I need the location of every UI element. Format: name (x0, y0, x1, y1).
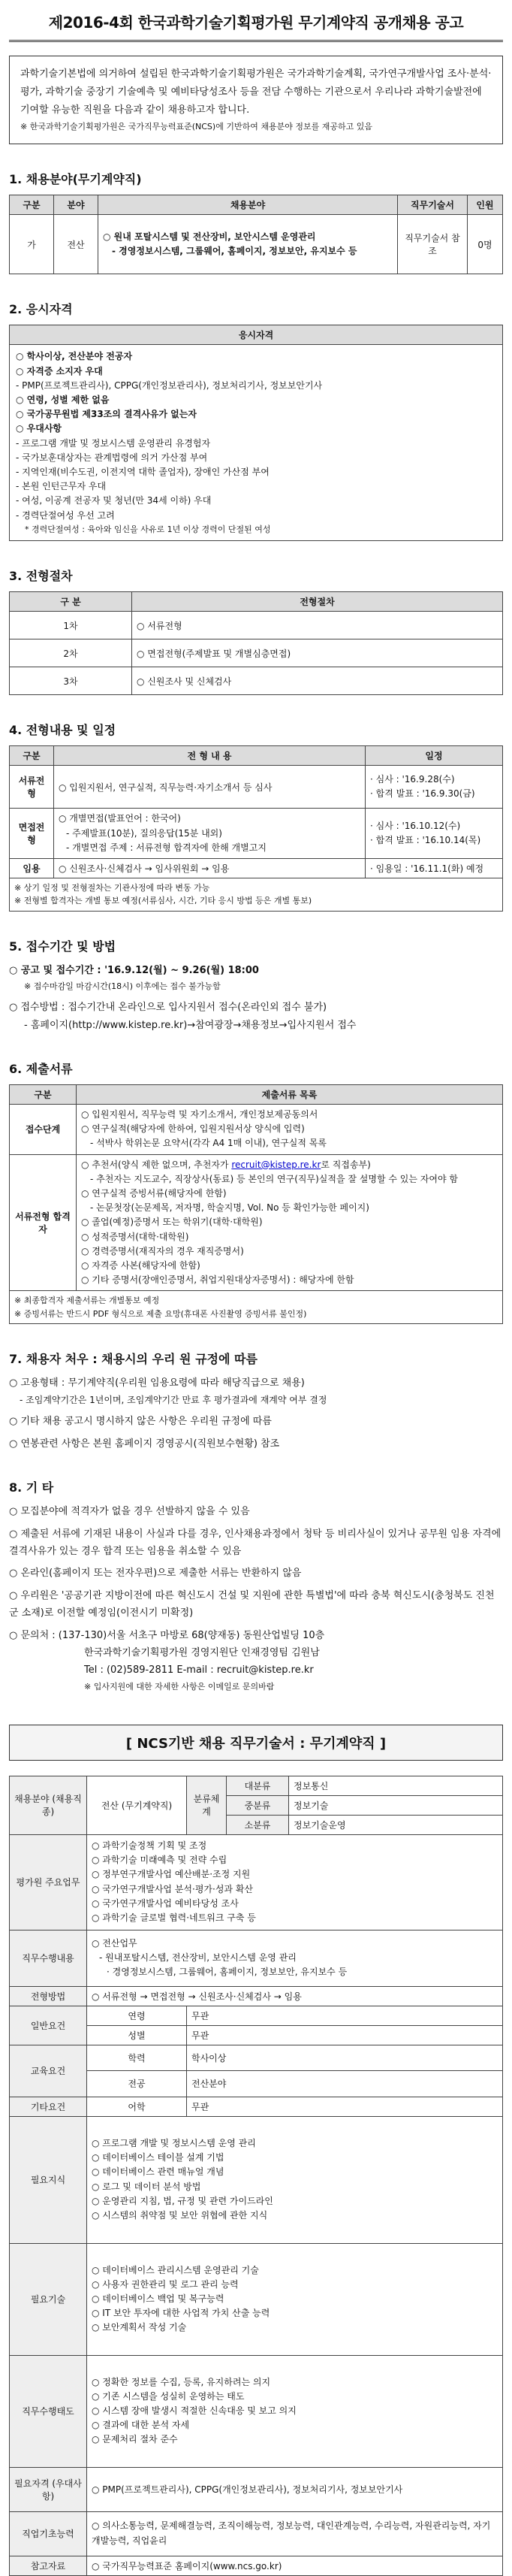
ncs-req-key: 연령 (87, 2006, 187, 2025)
ncs-line: ○ IT 보안 투자에 대한 사업적 가치 산출 능력 (92, 2308, 270, 2319)
ncs-req-key: 성별 (87, 2025, 187, 2045)
col-header: 구분 (10, 1085, 77, 1105)
qual-line: - 경력단절여성 우선 고려 (16, 509, 115, 521)
ncs-line: ○ 정부연구개발사업 예산배분·조정 지원 (92, 1869, 251, 1880)
qual-line: ○ 학사이상, 전산분야 전공자 (16, 351, 133, 362)
documents-notes (10, 1291, 503, 1324)
doc-line: ○ 연구실적 증빙서류(해당자에 한함) (81, 1187, 227, 1199)
page-title: 제2016-4회 한국과학기술기획평가원 무기계약직 공개채용 공고 (9, 0, 503, 42)
ncs-req-val: 무관 (187, 2006, 503, 2025)
ncs-line: ○ 보안계획서 작성 기술 (92, 2322, 187, 2333)
table-row (10, 2006, 503, 2025)
doc-line: ○ 성적증명서(대학·대학원) (81, 1231, 189, 1242)
doc-list (77, 1105, 503, 1155)
intro-box (9, 56, 503, 144)
ncs-line: ○ 로그 및 데이터 분석 방법 (92, 2181, 201, 2192)
info-line: ○ 고용형태 : 무기계약직(우리원 임용요령에 따라 해당직급으로 채용) (9, 1377, 305, 1389)
ncs-label: 필요자격 (우대사항) (10, 2467, 87, 2511)
section8-heading: 8. 기 타 (9, 1480, 54, 1495)
ncs-label: 필요기술 (10, 2243, 87, 2355)
doc-line: ○ 졸업(예정)증명서 또는 학위기(대학·대학원) (81, 1217, 263, 1228)
contact-note: ※ 입사지원에 대한 자세한 사항은 이메일로 문의바람 (84, 1681, 275, 1692)
table-row (10, 1930, 503, 1986)
col-header: 구분 (10, 746, 54, 766)
doc-line: - 논문첫장(논문제목, 저자명, 학술지명, Vol. No 등 확인가능한 페이지) (90, 1202, 369, 1214)
schedule-line: - 주제발표(10분), 질의응답(15분 내외) (66, 827, 222, 839)
ncs-label: 교육요건 (10, 2045, 87, 2097)
doc-stage: 접수단계 (10, 1105, 77, 1155)
doc-line: ○ 입원지원서, 직무능력 및 자기소개서, 개인정보제공동의서 (81, 1109, 318, 1120)
ncs-line: ○ 정확한 정보를 수집, 등록, 유지하려는 의지 (92, 2376, 271, 2387)
qualification-cell (10, 345, 503, 541)
col-header: 응시자격 (10, 325, 503, 345)
section1-heading: 1. 채용분야(무기계약직) (9, 172, 142, 187)
schedule-label: 임용 (10, 858, 54, 878)
schedule-label: 서류전형 (10, 766, 54, 809)
ncs-line: ○ 국가연구개발사업 예비타당성 조사 (92, 1897, 239, 1909)
etc-info (9, 1503, 503, 1694)
ncs-req-key: 학력 (87, 2045, 187, 2071)
col-header: 분야 (54, 195, 98, 215)
table-row (10, 639, 503, 667)
recruit-email-link[interactable]: recruit@kistep.re.kr (231, 1159, 321, 1170)
ncs-req-val: 무관 (187, 2097, 503, 2116)
ncs-line: ○ 데이터베이스 테이블 설계 기법 (92, 2152, 224, 2163)
table-row (10, 2116, 503, 2243)
schedule-date (366, 766, 503, 809)
note-line: ※ 전형별 합격자는 개별 통보 예정(서류심사, 시간, 기타 응시 방법 등은 개별 통보) (14, 896, 312, 906)
ncs-line: ○ 시스템의 취약점 및 보안 위협에 관한 지식 (92, 2209, 268, 2221)
qual-line: - 본원 인턴근무자 우대 (16, 481, 107, 492)
ncs-cert: ○ PMP(프로젝트관리사), CPPG(개인정보관리사), 정보처리기사, 정보보안기사 (87, 2467, 503, 2511)
ncs-line: ○ 시스템 장애 발생시 적절한 신속대응 및 보고 의지 (92, 2405, 297, 2416)
ncs-label: 일반요건 (10, 2006, 87, 2045)
note-line: ※ 최종합격자 제출서류는 개별통보 예정 (14, 1296, 160, 1306)
duty-line: - 경영정보시스템, 그룹웨어, 홈페이지, 정보보안, 유지보수 등 (112, 246, 357, 257)
qual-line: - 지역인재(비수도권, 이전지역 대학 졸업자), 장애인 가산점 부여 (16, 466, 270, 477)
ncs-line: - 원내포탈시스템, 전산장비, 보안시스템 운영 관리 (99, 1952, 297, 1963)
ncs-line: ○ 과학기술 글로벌 협력·네트워크 구축 등 (92, 1912, 256, 1923)
table-row (10, 1986, 503, 2006)
process-desc: ○ 신원조사 및 신체검사 (132, 667, 503, 695)
doc-list (77, 1154, 503, 1291)
doc-line: - 석박사 학위논문 요약서(각각 A4 1매 이내), 연구실적 목록 (90, 1138, 327, 1149)
col-header: 직무기술서 (398, 195, 468, 215)
info-line: ○ 우리원은 '공공기관 지방이전에 따른 혁신도시 건설 및 지원에 관한 특별법'에 따라 충북 혁신도시(충청북도 진천군 소재)로 이전할 예정임(이전시기 미확정) (9, 1589, 495, 1619)
info-note: ※ 접수마감일 마감시간(18시) 이후에는 접수 불가능함 (24, 981, 221, 992)
info-line: ○ 기타 채용 공고시 명시하지 않은 사항은 우리원 규정에 따름 (9, 1416, 272, 1428)
ncs-line: ○ 국가연구개발사업 분석·평가·성과 확산 (92, 1883, 254, 1894)
col-header: 구분 (10, 195, 54, 215)
ncs-attitude (87, 2355, 503, 2467)
cell-jobdesc: 직무기술서 참조 (398, 215, 468, 274)
schedule-date: · 임용일 : '16.11.1(화) 예정 (366, 858, 503, 878)
ncs-label: 직무수행내용 (10, 1930, 87, 1986)
note-line: ※ 상기 일정 및 전형절차는 기관사정에 따라 변동 가능 (14, 882, 210, 893)
info-line: ○ 모집분야에 적격자가 없을 경우 선발하지 않을 수 있음 (9, 1506, 250, 1518)
ncs-line: ○ 과학기술정책 기획 및 조정 (92, 1840, 207, 1851)
ncs-label: 기타요건 (10, 2097, 87, 2116)
table-row (10, 1154, 503, 1291)
schedule-table (9, 745, 503, 912)
table-row (10, 2045, 503, 2071)
section7-heading: 7. 채용자 처우 : 채용시의 우리 원 규정에 따름 (9, 1352, 258, 1367)
section3-heading: 3. 전형절차 (9, 569, 73, 584)
doc-line: ○ 경력증명서(재직자의 경우 재직증명서) (81, 1245, 244, 1256)
ncs-label: 직무수행태도 (10, 2355, 87, 2467)
col-header: 전형절차 (132, 592, 503, 612)
col-header: 인원 (468, 195, 503, 215)
col-header: 전 형 내 용 (54, 746, 366, 766)
recruit-field-table (9, 195, 503, 274)
schedule-content: ○ 입원지원서, 연구실적, 직무능력·자기소개서 등 심사 (54, 766, 366, 809)
ncs-class-key: 대분류 (227, 1776, 289, 1795)
info-line: ○ 연봉관련 사항은 본원 홈페이지 경영공시(직원보수현황) 참조 (9, 1438, 280, 1450)
col-header: 일정 (366, 746, 503, 766)
table-row (10, 2355, 503, 2467)
ncs-label: 직업기초능력 (10, 2511, 87, 2556)
table-row (10, 2467, 503, 2511)
ncs-basic: ○ 의사소통능력, 문제해결능력, 조직이해능력, 정보능력, 대인관계능력, 수리능력, 자원관리능력, 자기개발능력, 직업윤리 (87, 2511, 503, 2556)
process-step: 2차 (10, 639, 132, 667)
doc-line: - 추천자는 지도교수, 직장상사(동료) 등 본인의 연구(직무)실적을 잘 설명할 수 있는 자여야 함 (90, 1173, 458, 1184)
col-header: 제출서류 목록 (77, 1085, 503, 1105)
qual-line: ○ 자격증 소지자 우대 (16, 365, 103, 376)
ncs-line: ○ 전산업무 (92, 1937, 137, 1949)
schedule-date-line: · 심사 : '16.9.28(수) (370, 774, 455, 785)
ncs-class-val: 정보기술 (289, 1795, 503, 1815)
process-step: 3차 (10, 667, 132, 695)
doc-line: ○ 기타 증명서(장애인증명서, 취업지원대상자증명서) : 해당자에 한함 (81, 1274, 354, 1286)
qual-line: ○ 우대사항 (16, 423, 62, 434)
info-line: ○ 공고 및 접수기간 : '16.9.12(월) ~ 9.26(월) 18:00 (9, 965, 259, 977)
note-line: ※ 증빙서류는 반드시 PDF 형식으로 제출 요망(휴대폰 사진촬영 증빙서류 불인정) (14, 1308, 307, 1319)
ncs-class-key: 중분류 (227, 1795, 289, 1815)
schedule-date (366, 809, 503, 859)
cell-duty (98, 215, 398, 274)
info-line: - 조임계약기간은 1년이며, 조임계약기간 만료 후 평가결과에 재계약 여부 결정 (20, 1394, 327, 1405)
ncs-class-val: 정보통신 (289, 1776, 503, 1795)
table-row (10, 858, 503, 878)
process-step: 1차 (10, 612, 132, 639)
ncs-line: ○ 문제처리 절차 준수 (92, 2434, 178, 2445)
ncs-line: ○ 프로그램 개발 및 정보시스템 운영 관리 (92, 2138, 256, 2148)
table-row (10, 766, 503, 809)
qual-line: - 국가보훈대상자는 관계법령에 의거 가산점 부여 (16, 452, 208, 463)
info-line: - 홈페이지(http://www.kistep.re.kr)→참여광장→채용정보→입사지원서 접수 (24, 1019, 357, 1031)
ncs-req-key: 전공 (87, 2071, 187, 2097)
ncs-table (9, 1776, 503, 2576)
info-line: ○ 온라인(홈페이지 또는 전자우편)으로 제출한 서류는 반환하지 않음 (9, 1568, 302, 1580)
ncs-line: ○ 데이터베이스 백업 및 복구능력 (92, 2293, 224, 2304)
intro-text: 과학기술기본법에 의거하여 설립된 한국과학기술기획평가원은 국가과학기술계획, 국가연구개발사업 조사·분석·평가, 과학기술 중장기 기술예측 및 예비타당성조사 등을 전담 수행하는 기관으로서 우리나라 과학기술발전에 기여할 유능한 직원을 다음과 같이 채용하고자 합니다. (20, 68, 492, 116)
process-desc: ○ 면접전형(주제발표 및 개별심층면접) (132, 639, 503, 667)
ncs-class-val: 정보기술운영 (289, 1815, 503, 1834)
ncs-req-val: 전산분야 (187, 2071, 503, 2097)
schedule-notes (10, 878, 503, 911)
schedule-content: ○ 신원조사·신체검사 → 임사위원회 → 임용 (54, 858, 366, 878)
qual-line: - 여성, 이공계 전공자 및 청년(만 34세 이하) 우대 (16, 495, 212, 506)
schedule-content (54, 809, 366, 859)
ncs-line: ○ 결과에 대한 분석 자세 (92, 2420, 190, 2431)
table-row (10, 612, 503, 639)
section5-heading: 5. 접수기간 및 방법 (9, 939, 116, 954)
doc-text: 로 직접송부) (321, 1159, 371, 1170)
qual-line: * 경력단절여성 : 육아와 임신을 사유로 1년 이상 경력이 단절된 여성 (25, 524, 271, 534)
ncs-intro (87, 1834, 503, 1930)
table-row (10, 2243, 503, 2355)
doc-stage: 서류전형 합격자 (10, 1154, 77, 1291)
ncs-line: ○ 데이터베이스 관리시스템 운영관리 기술 (92, 2264, 259, 2275)
ncs-line: ○ 사용자 권한관리 및 로그 관리 능력 (92, 2278, 239, 2290)
table-row (10, 1105, 503, 1155)
doc-line: ○ 자격증 사본(해당자에 한함) (81, 1259, 200, 1271)
col-header: 채용분야 (98, 195, 398, 215)
ncs-label: 채용분야 (채용직종) (10, 1776, 87, 1834)
qual-line: ○ 국가공무원법 제33조의 결격사유가 없는자 (16, 409, 197, 420)
ncs-line: · 경영정보시스템, 그룹웨어, 홈페이지, 정보보안, 유지보수 등 (107, 1967, 348, 1978)
ncs-knowledge (87, 2116, 503, 2243)
qual-line: - PMP(프로젝트관리사), CPPG(개인정보관리사), 정보처리기사, 정보보안기사 (16, 379, 323, 391)
ncs-title: [ NCS기반 채용 직무기술서 : 무기계약직 ] (9, 1725, 503, 1761)
duty-line: ○ 원내 포탈시스템 및 전산장비, 보안시스템 운영관리 (103, 231, 316, 243)
doc-line: ○ 연구실적(해당자에 한하여, 입원지원서상 양식에 입력) (81, 1123, 305, 1135)
ncs-line: ○ 과학기술 미래예측 및 전략 수립 (92, 1855, 227, 1866)
info-line: ○ 제출된 서류에 기재된 내용이 사실과 다를 경우, 인사채용과정에서 청탁 등 비리사실이 있거나 공무원 임용 자격에 결격사유가 있는 경우 합격 또는 임용을 취소할 수 있음 (9, 1528, 501, 1558)
contact-line: Tel : (02)589-2811 E-mail : recruit@kistep.re.kr (84, 1664, 314, 1677)
ncs-method: ○ 서류전형 → 면접전형 → 신원조사·신체검사 → 임용 (87, 1986, 503, 2006)
schedule-line: - 개별면접 주제 : 서류전형 합격자에 한해 개별고지 (66, 842, 267, 853)
ncs-line: ○ 운영관리 지침, 법, 규정 및 관련 가이드라인 (92, 2195, 273, 2206)
ncs-label: 필요지식 (10, 2116, 87, 2243)
schedule-date-line: · 합격 발표 : '16.9.30(금) (370, 788, 475, 800)
schedule-date-line: · 심사 : '16.10.12(수) (370, 820, 461, 831)
section6-heading: 6. 제출서류 (9, 1062, 73, 1077)
doc-text: ○ 추천서(양식 제한 없으며, 추천자가 (81, 1159, 232, 1170)
table-row (10, 215, 503, 274)
ncs-line: ○ 데이터베이스 관련 매뉴얼 개념 (92, 2166, 224, 2178)
table-row (10, 667, 503, 695)
qual-line: - 프로그램 개발 및 정보시스템 운영관리 유경험자 (16, 437, 211, 449)
qualification-table (9, 325, 503, 541)
table-row (10, 1776, 503, 1795)
process-desc: ○ 서류전형 (132, 612, 503, 639)
table-row (10, 1834, 503, 1930)
qual-line: ○ 연령, 성별 제한 없음 (16, 395, 110, 406)
cell-gubun: 가 (10, 215, 54, 274)
ncs-req-key: 어학 (87, 2097, 187, 2116)
intro-note: ※ 한국과학기술기획평가원은 국가직무능력표준(NCS)에 기반하여 채용분야 정보를 재공하고 있음 (20, 122, 372, 132)
ncs-ref: ○ 국가직무능력표준 홈페이지(www.ncs.go.kr) (87, 2556, 503, 2575)
ncs-field: 전산 (무기계약직) (87, 1776, 187, 1834)
ncs-skill (87, 2243, 503, 2355)
schedule-date-line: · 합격 발표 : '16.10.14(목) (370, 835, 481, 846)
cell-count: 0명 (468, 215, 503, 274)
ncs-label: 전형방법 (10, 1986, 87, 2006)
table-row (10, 2097, 503, 2116)
ncs-label: 평가원 주요업무 (10, 1834, 87, 1930)
info-line: ○ 접수방법 : 접수기간내 온라인으로 입사지원서 접수(온라인외 접수 불가) (9, 1002, 327, 1014)
col-header: 구 분 (10, 592, 132, 612)
section2-heading: 2. 응시자격 (9, 302, 73, 317)
schedule-label: 면접전형 (10, 809, 54, 859)
table-header-row (10, 195, 503, 215)
contact-line: 한국과학기술기획평가원 경영지원단 인재경영팀 김원남 (84, 1646, 320, 1658)
table-row (10, 2511, 503, 2556)
ncs-class-key: 소분류 (227, 1815, 289, 1834)
documents-table (9, 1084, 503, 1324)
ncs-req-val: 학사이상 (187, 2045, 503, 2071)
treatment-info (9, 1374, 503, 1453)
process-table (9, 591, 503, 695)
schedule-line: ○ 개별면접(발표언어 : 한국어) (59, 813, 181, 824)
table-row (10, 809, 503, 859)
section4-heading: 4. 전형내용 및 일정 (9, 723, 116, 738)
application-info (9, 962, 503, 1034)
ncs-line: ○ 기존 시스템을 성실히 운영하는 태도 (92, 2390, 245, 2402)
ncs-system: 분류체계 (187, 1776, 227, 1834)
ncs-duty (87, 1930, 503, 1986)
doc-line (81, 1158, 498, 1172)
ncs-req-val: 무관 (187, 2025, 503, 2045)
ncs-label: 참고자료 (10, 2556, 87, 2575)
table-row (10, 2556, 503, 2575)
cell-field: 전산 (54, 215, 98, 274)
info-line: ○ 문의처 : (137-130)서울 서초구 마방로 68(양재동) 동원산업빌딩 10층 (9, 1629, 325, 1641)
